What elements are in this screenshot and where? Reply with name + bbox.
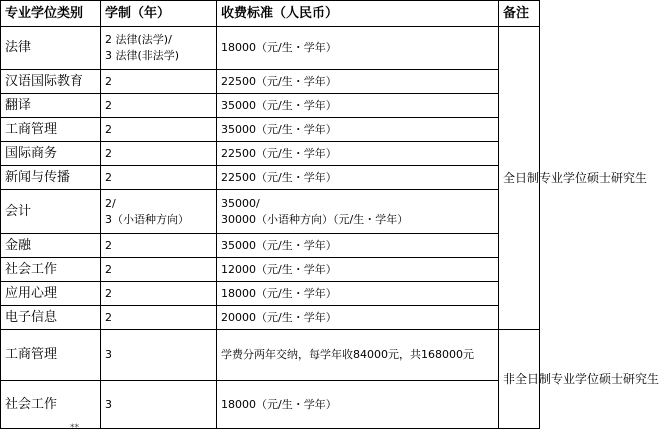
row-duration: 2 xyxy=(101,118,217,142)
footer-text-fragment: ** xyxy=(70,423,79,433)
duration-line: 3 法律(非法学) xyxy=(105,49,180,62)
row-category: 社会工作 xyxy=(1,258,101,282)
row-duration: 2 xyxy=(101,166,217,190)
row-fee: 35000（元/生・学年） xyxy=(217,94,499,118)
header-duration: 学制（年） xyxy=(101,1,217,27)
row-duration xyxy=(101,27,217,70)
row-category: 汉语国际教育 xyxy=(1,70,101,94)
row-category: 国际商务 xyxy=(1,142,101,166)
table-row xyxy=(1,70,540,94)
row-category: 法律 xyxy=(1,27,101,70)
row-fee: 18000（元/生・学年） xyxy=(217,27,499,70)
row-category: 会计 xyxy=(1,190,101,234)
row-fee: 35000（元/生・学年） xyxy=(217,234,499,258)
table-row xyxy=(1,282,540,306)
table-row xyxy=(1,330,540,381)
row-duration: 2 xyxy=(101,282,217,306)
table-row xyxy=(1,306,540,330)
row-category: 工商管理 xyxy=(1,330,101,381)
row-category: 翻译 xyxy=(1,94,101,118)
table-row xyxy=(1,142,540,166)
row-duration: 2 xyxy=(101,70,217,94)
row-fee: 22500（元/生・学年） xyxy=(217,70,499,94)
table-row xyxy=(1,166,540,190)
row-duration: 2 xyxy=(101,142,217,166)
row-duration xyxy=(101,190,217,234)
row-fee: 12000（元/生・学年） xyxy=(217,258,499,282)
table-row xyxy=(1,27,540,70)
row-category: 金融 xyxy=(1,234,101,258)
row-duration: 2 xyxy=(101,306,217,330)
fee-line: 30000（小语种方向）（元/生・学年） xyxy=(221,212,409,226)
header-note: 备注 xyxy=(499,1,540,27)
row-fee: 22500（元/生・学年） xyxy=(217,142,499,166)
row-duration: 2 xyxy=(101,94,217,118)
row-fee: 18000（元/生・学年） xyxy=(217,282,499,306)
row-category: 新闻与传播 xyxy=(1,166,101,190)
row-fee: 35000（元/生・学年） xyxy=(217,118,499,142)
fee-line: 35000/ xyxy=(221,196,260,210)
row-duration: 3 xyxy=(101,381,217,429)
table-row xyxy=(1,190,540,234)
duration-line: 2 法律(法学)/ xyxy=(105,33,172,46)
note-part-time: 非全日制专业学位硕士研究生 xyxy=(499,330,540,429)
table-row xyxy=(1,258,540,282)
row-category: 社会工作 xyxy=(1,381,101,429)
table-header-row xyxy=(1,1,540,27)
table-row xyxy=(1,381,540,429)
row-fee: 22500（元/生・学年） xyxy=(217,166,499,190)
row-category: 电子信息 xyxy=(1,306,101,330)
row-fee xyxy=(217,190,499,234)
row-fee: 20000（元/生・学年） xyxy=(217,306,499,330)
row-category: 工商管理 xyxy=(1,118,101,142)
table-row xyxy=(1,94,540,118)
duration-line: 3（小语种方向） xyxy=(105,212,189,226)
row-duration: 2 xyxy=(101,258,217,282)
note-full-time: 全日制专业学位硕士研究生 xyxy=(499,27,540,330)
row-category: 应用心理 xyxy=(1,282,101,306)
row-duration: 3 xyxy=(101,330,217,381)
header-category: 专业学位类别 xyxy=(1,1,101,27)
header-fee: 收费标准（人民币） xyxy=(217,1,499,27)
duration-line: 2/ xyxy=(105,196,116,210)
row-fee: 学费分两年交纳，每学年收84000元，共168000元 xyxy=(217,330,499,381)
row-fee: 18000（元/生・学年） xyxy=(217,381,499,429)
row-duration: 2 xyxy=(101,234,217,258)
table-row xyxy=(1,118,540,142)
table-row xyxy=(1,234,540,258)
